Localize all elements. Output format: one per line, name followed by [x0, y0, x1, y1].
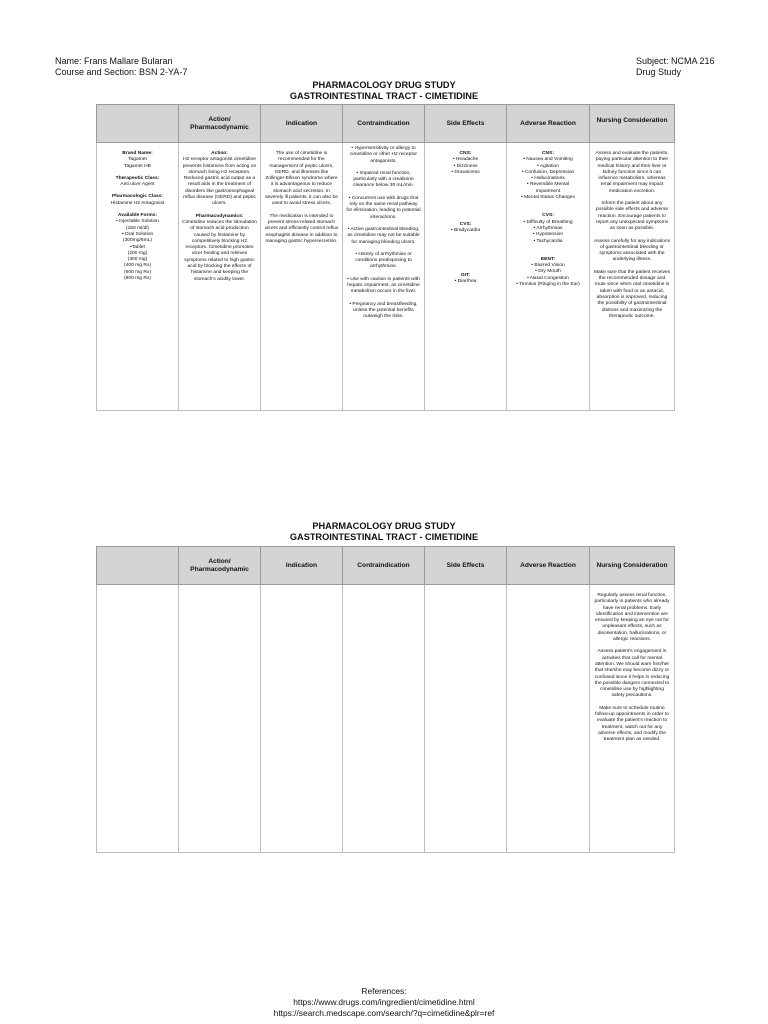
pharmacodynamics-label: Pharmacodynamics: — [195, 213, 244, 219]
contraindication-item: • History of arrhythmias or conditions predisposing to arrhythmias. — [355, 251, 412, 270]
header-drug — [97, 105, 179, 143]
subject: Subject: NCMA 216 — [636, 56, 715, 66]
contraindication-item: • Hypersensitivity or allergy to cimetidine or other H2 receptor antagonists. — [349, 146, 418, 164]
action-text: H2 receptor antagonist cimetidine prevents histamine from acting on stomach lining H2 receptors. Reduced gastric acid output as a result aids in the treatment of disorders like gastroesophageal reflux disease (GERD) and peptic ulcers. — [182, 157, 257, 207]
form-item: (300 mg) — [127, 257, 148, 263]
form-item: •Tablet — [130, 244, 145, 250]
table-header-row — [97, 105, 675, 143]
contraindication-item: • Pregnancy and breastfeeding, unless the potential benefits outweigh the risks. — [349, 301, 418, 320]
adverse-item: • Mental Status Changes — [521, 195, 575, 201]
action-cell — [179, 143, 261, 411]
side-effect-item: • Diarrhea — [454, 279, 477, 285]
references-label: References: — [361, 986, 407, 996]
contraindication-cell — [343, 585, 425, 853]
indication-paragraph: The use of cimetidine is recommended for the management of peptic ulcers, GERD, and illnesses like Zollinger-Ellison syndrome where it is advantageous to reduce stomach acid secretion. In severely ill patients, it can also be used to avoid stress ulcers. — [265, 151, 338, 207]
course-section: Course and Section: BSN 2-YA-7 — [55, 67, 188, 77]
subject-info — [636, 56, 715, 78]
drug-study-table-1 — [96, 104, 675, 411]
adverse-item: • Arrhythmias — [533, 225, 563, 231]
title-line-1: PHARMACOLOGY DRUG STUDY — [312, 80, 456, 90]
header-side-effects: Side Effects — [425, 105, 507, 143]
contraindication-item: • Concurrent use with drugs that rely on the same renal pathway for elimination, leading to potential interactions. — [346, 195, 421, 220]
header-adverse-reaction: Adverse Reaction — [507, 105, 590, 143]
side-effect-item: • Dizziness — [453, 163, 478, 169]
form-item: (800 mg Rx) — [124, 276, 151, 282]
side-effect-item: • Headache — [452, 157, 479, 163]
header-action-line2: Pharmacodynamic — [190, 565, 249, 573]
action-cell — [179, 585, 261, 853]
adverse-item: • Nausea and Vomiting — [523, 157, 573, 163]
page-title-2 — [0, 521, 768, 543]
table-row — [97, 585, 675, 853]
side-effects-cns-label: CNS: — [459, 151, 472, 156]
adverse-item: • Reversible Mental — [526, 182, 570, 188]
reference-link[interactable]: https://www.drugs.com/ingredient/cimetidine.html — [293, 997, 475, 1007]
table-header-row — [97, 547, 675, 585]
form-item: (200 mg) — [127, 250, 148, 256]
adverse-reaction-cell — [507, 585, 590, 853]
header-contraindication: Contraindication — [343, 547, 425, 585]
nursing-item: Assess patient's engagement in activities that call for mental attention. We should warn him/her that she/she may become dizzy or confused since it helps in reducing the possible dangers connected to cimetidine use by highlighting safety precautions. — [594, 649, 670, 699]
adverse-cvs-label: CVS: — [542, 213, 554, 219]
table-row — [97, 143, 675, 411]
brand-label: Brand Name: — [122, 151, 153, 156]
form-item: • Injectable Solution — [115, 219, 160, 225]
header-contraindication: Contraindication — [343, 105, 425, 143]
form-item: (400 mg Rx) — [124, 263, 151, 269]
side-effect-item: • Drowsiness — [451, 169, 480, 175]
pharmacologic-class: Histamine H2 Antagonist — [110, 200, 165, 206]
form-item: • Oral Solution — [121, 231, 154, 237]
drug-study-table-2 — [96, 546, 675, 853]
nursing-item: Assess carefully for any indications of gastrointestinal bleeding or symptoms associated with the underlying illness. — [593, 238, 671, 263]
contraindication-item: • Use with caution in patients with hepatic impairment, as cimetidine metabolism occurs in the liver. — [347, 276, 420, 295]
adverse-item: • Blurred Vision — [531, 263, 565, 269]
side-effects-cvs-label: CVS: — [459, 222, 472, 228]
adverse-item: • Tinnitus (Ringing in the Ear) — [516, 282, 580, 288]
header-action-line2: Pharmacodynamic — [190, 123, 249, 131]
header-side-effects: Side Effects — [425, 547, 507, 585]
references — [0, 986, 768, 1019]
adverse-item: • Dry Mouth — [535, 269, 561, 275]
adverse-item: • Hallucinations — [531, 176, 565, 182]
form-item: (300mg/5mL) — [122, 238, 153, 244]
adverse-item: • Hypotension — [532, 232, 564, 238]
pharmacodynamics-text: Cimetidine reduces the stimulation of stomach acid production caused by histamine by competitively blocking H2 receptors. Cimetidine promotes ulcer healing and relieves symptoms related to high gastric acid by blocking the effects of histamine and keeping the stomach's acidity lower. — [182, 219, 257, 282]
form-item: (600 mg Rx) — [124, 269, 151, 275]
nursing-item: Make sure that the patient receives the recommended dosage and route since when oral cimetidine is taken with food or an antacid, absorption is improved, reducing the possibility of gastrointestinal distress and maximizing the therapeutic outcome. — [593, 269, 671, 319]
drug-cell — [97, 585, 179, 853]
therapeutic-class-label: Therapeutic Class: — [115, 175, 160, 181]
adverse-item: • Nasal Congestion — [527, 275, 569, 281]
header-indication: Indication — [261, 105, 343, 143]
adverse-item: • Difficulty of Breathing — [523, 219, 573, 225]
adverse-eent-label: EENT: — [540, 256, 556, 262]
contraindication-cell — [343, 143, 425, 411]
contraindication-item: • Active gastrointestinal bleeding, as cimetidine may not be suitable for managing bleeding ulcers. — [347, 226, 420, 245]
pharmacologic-class-label: Pharmacologic Class: — [111, 194, 164, 200]
available-forms-label: Available Forms: — [117, 213, 158, 219]
side-effect-item: • Bradycardia — [450, 228, 481, 234]
header-action-line1: Action/ — [208, 557, 231, 565]
side-effects-cell — [425, 585, 507, 853]
header-nursing-consideration: Nursing Consideration — [590, 105, 675, 143]
drug-cell — [97, 143, 179, 411]
document-type: Drug Study — [636, 67, 682, 77]
action-label: Action: — [211, 151, 228, 156]
title-line-1: PHARMACOLOGY DRUG STUDY — [312, 521, 456, 531]
indication-cell — [261, 143, 343, 411]
adverse-item: • Confusion, Depression — [521, 169, 575, 175]
header-indication: Indication — [261, 547, 343, 585]
reference-link[interactable]: https://search.medscape.com/search/?q=cimetidine&plr=ref — [273, 1008, 495, 1018]
student-name: Name: Frans Mallare Bularan — [55, 56, 173, 66]
nursing-item: Inform the patient about any possible side effects and adverse reaction. Encourage patients to report any unexpected symptoms as soon as possible. — [595, 201, 669, 232]
nursing-consideration-cell — [590, 143, 675, 411]
adverse-cns-label: CNS: — [542, 151, 554, 156]
adverse-item: • Tachycardia — [533, 238, 563, 244]
side-effects-cell — [425, 143, 507, 411]
indication-paragraph: The medication is intended to prevent stress-related stomach ulcers and efficiently control reflux esophagitis disease in addition to managing gastric hypersecretion. — [264, 213, 339, 244]
student-info — [55, 56, 187, 78]
adverse-reaction-cell — [507, 143, 590, 411]
header-drug — [97, 547, 179, 585]
brand-name-2: Tagamet HB — [124, 163, 151, 169]
nursing-item: Regularly assess renal function, particularly in patients who already have renal problems. Early identification and intervention are ensured by keeping an eye out for unpleasant effects, such as disorientation, hallucinations, or allergic reactions. — [594, 593, 670, 643]
form-item: (150 ml/dl) — [125, 225, 150, 231]
adverse-item: • Agitation — [537, 163, 559, 169]
header-nursing-consideration: Nursing Consideration — [590, 547, 675, 585]
title-line-2: GASTROINTESTINAL TRACT - CIMETIDINE — [289, 532, 479, 542]
title-line-2: GASTROINTESTINAL TRACT - CIMETIDINE — [289, 91, 479, 101]
nursing-consideration-cell — [590, 585, 675, 853]
nursing-item: Make sure to schedule routine follow-up appointments in order to evaluate the patient's reaction to treatment, watch out for any adverse effects, and modify the treatment plan as needed. — [595, 705, 669, 743]
adverse-item: Impairment — [535, 188, 561, 194]
indication-cell — [261, 585, 343, 853]
header-adverse-reaction: Adverse Reaction — [507, 547, 590, 585]
page-title-1 — [0, 80, 768, 102]
nursing-item: Assess and evaluate the patients, paying particular attention to their medical history and their liver or kidney function since it can influence metabolism, whereas renal impairment may impact medication excretion. — [595, 151, 669, 194]
side-effects-git-label: GIT: — [460, 272, 471, 278]
therapeutic-class: Anti ulcer Agent — [120, 182, 155, 188]
brand-name-1: Tagamet — [128, 157, 147, 163]
header-action — [179, 547, 261, 585]
header-action-line1: Action/ — [208, 115, 231, 123]
contraindication-item: • Impaired renal function, particularly with a creatinine clearance below 30 mL/min. — [353, 170, 414, 189]
header-action — [179, 105, 261, 143]
